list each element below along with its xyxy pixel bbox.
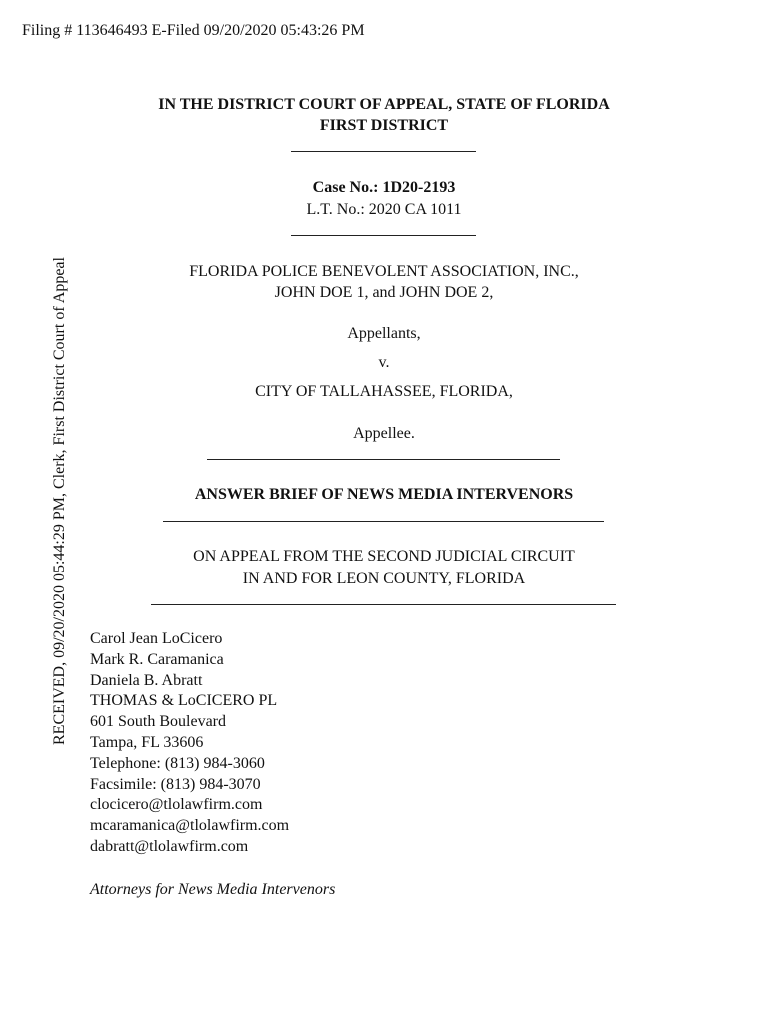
- appellee-name: CITY OF TALLAHASSEE, FLORIDA,: [255, 383, 513, 400]
- email: mcaramanica@tlolawfirm.com: [90, 817, 290, 835]
- appellants-names-continued: JOHN DOE 1, and JOHN DOE 2,: [274, 284, 494, 301]
- telephone: Telephone: (813) 984-3060: [90, 754, 265, 772]
- divider: [163, 521, 604, 522]
- counsel-name: Mark R. Caramanica: [90, 650, 224, 668]
- versus: v.: [378, 354, 390, 371]
- city-state-zip: Tampa, FL 33606: [90, 733, 204, 751]
- divider: [291, 151, 476, 152]
- appellee-role: Appellee.: [353, 425, 415, 442]
- attorneys-for: Attorneys for News Media Intervenors: [90, 881, 336, 898]
- lower-tribunal-number: L.T. No.: 2020 CA 1011: [306, 201, 462, 218]
- counsel-block: [90, 629, 289, 858]
- appellants-role: Appellants,: [347, 325, 421, 342]
- appellants-names: FLORIDA POLICE BENEVOLENT ASSOCIATION, INC.,: [189, 263, 579, 280]
- counsel-name: Daniela B. Abratt: [90, 671, 203, 689]
- divider: [207, 459, 560, 460]
- appeal-from: ON APPEAL FROM THE SECOND JUDICIAL CIRCUIT: [193, 548, 575, 565]
- received-stamp: RECEIVED, 09/20/2020 05:44:29 PM, Clerk, First District Court of Appeal: [51, 257, 68, 745]
- brief-title: ANSWER BRIEF OF NEWS MEDIA INTERVENORS: [194, 486, 574, 503]
- court-name: IN THE DISTRICT COURT OF APPEAL, STATE OF FLORIDA: [158, 96, 610, 113]
- case-number: Case No.: 1D20-2193: [312, 179, 456, 196]
- divider: [151, 604, 616, 605]
- divider: [291, 235, 476, 236]
- street-address: 601 South Boulevard: [90, 713, 226, 731]
- facsimile: Facsimile: (813) 984-3070: [90, 775, 261, 793]
- law-firm-name: THOMAS & LoCICERO PL: [90, 692, 278, 710]
- appeal-from-county: IN AND FOR LEON COUNTY, FLORIDA: [242, 570, 526, 587]
- email: clocicero@tlolawfirm.com: [90, 796, 263, 814]
- court-district: FIRST DISTRICT: [319, 117, 449, 134]
- email: dabratt@tlolawfirm.com: [90, 837, 249, 855]
- counsel-name: Carol Jean LoCicero: [90, 630, 223, 647]
- filing-header: Filing # 113646493 E-Filed 09/20/2020 05:43:26 PM: [22, 22, 365, 39]
